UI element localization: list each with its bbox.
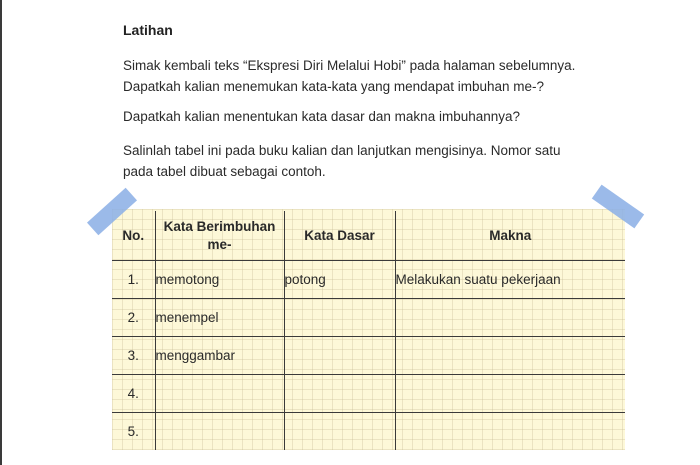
cell-no: 3. bbox=[112, 337, 155, 375]
section-heading: Latihan bbox=[123, 22, 173, 38]
cell-word: menempel bbox=[155, 299, 284, 337]
cell-word bbox=[155, 375, 284, 413]
paragraph-instruction-1: Simak kembali teks “Ekspresi Diri Melalui Hobi” pada halaman sebelumnya. Dapatkah kalian menemukan kata-kata yang mendapat imbuhan me-? bbox=[123, 58, 576, 94]
table-row bbox=[112, 299, 625, 337]
cell-meaning bbox=[395, 337, 625, 375]
cell-no: 5. bbox=[127, 424, 139, 439]
table-header-row bbox=[112, 211, 625, 261]
header-no: No. bbox=[112, 211, 155, 261]
cell-meaning: Melakukan suatu pekerjaan bbox=[395, 261, 625, 299]
cell-base bbox=[284, 299, 395, 337]
cell-word: menggambar bbox=[155, 337, 284, 375]
header-makna: Makna bbox=[395, 211, 625, 261]
table-row bbox=[112, 261, 625, 299]
exercise-table bbox=[112, 211, 625, 450]
cell-base bbox=[284, 337, 395, 375]
cell-base bbox=[284, 413, 395, 451]
cell-meaning bbox=[395, 375, 625, 413]
cell-no: 4. bbox=[112, 375, 155, 413]
cell-base: potong bbox=[284, 261, 395, 299]
cell-meaning bbox=[395, 413, 625, 451]
cell-word bbox=[155, 413, 284, 451]
table-row bbox=[112, 337, 625, 375]
header-kata-dasar: Kata Dasar bbox=[284, 211, 395, 261]
header-kata-berimbuhan: Kata Berimbuhan me- bbox=[155, 211, 284, 261]
page-edge-rule bbox=[0, 0, 2, 465]
cell-word: memotong bbox=[155, 261, 284, 299]
cell-no: 1. bbox=[112, 261, 155, 299]
cell-meaning bbox=[395, 299, 625, 337]
cell-no: 2. bbox=[112, 299, 155, 337]
paragraph-instruction-3: Salinlah tabel ini pada buku kalian dan lanjutkan mengisinya. Nomor satu pada tabel dibuat sebagai contoh. bbox=[123, 143, 561, 179]
table-row bbox=[112, 413, 625, 451]
table-row bbox=[112, 375, 625, 413]
paragraph-instruction-2: Dapatkah kalian menentukan kata dasar dan makna imbuhannya? bbox=[123, 109, 521, 124]
cell-base bbox=[284, 375, 395, 413]
